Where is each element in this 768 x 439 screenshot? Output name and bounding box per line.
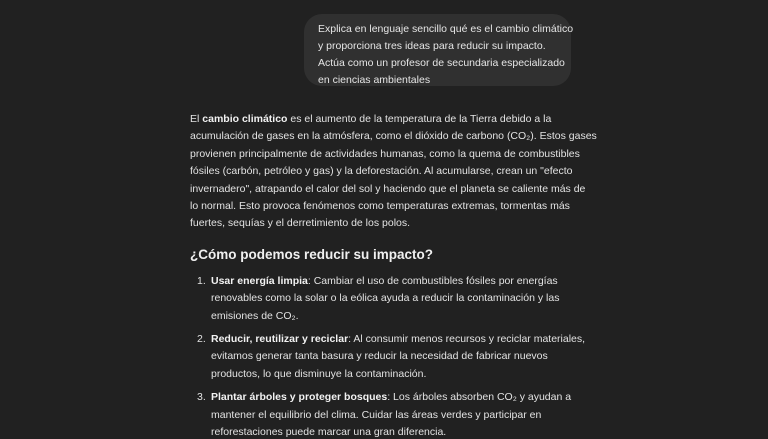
idea-text: : Cambiar el uso de combustibles fósiles por energías [307,274,558,287]
idea-item [190,273,575,325]
idea-line: reforestaciones puede marcar una gran diferencia. [211,426,447,439]
user-message-row [304,14,574,86]
idea-number: 1. [197,274,206,287]
idea-line: renovables como la solar o la eólica ayuda a reducir la contaminación y las [211,292,560,305]
idea-first-line [211,331,586,348]
intro-line: lo normal. Esto provoca fenómenos como temperaturas extremas, tormentas más [190,200,570,213]
intro-line: acumulación de gases en la atmósfera, como el dióxido de carbono (CO₂). Estos gases [190,130,597,143]
intro-paragraph [190,111,597,233]
idea-line: emisiones de CO₂. [211,309,299,322]
intro-line: fuertes, sequías y el derretimiento de los polos. [190,217,411,230]
user-message-line: Actúa como un profesor de secundaria especializado [318,57,565,69]
user-message-line: Explica en lenguaje sencillo qué es el cambio climático [318,23,574,35]
idea-line: mantener el equilibrio del clima. Cuidar las áreas verdes y participar en [211,408,542,421]
user-message-bubble [304,14,574,86]
idea-title: Reducir, reutilizar y reciclar [211,333,349,346]
ideas-list [190,273,586,439]
idea-item [190,389,575,439]
intro-line [190,111,575,128]
idea-number: 2. [197,333,206,346]
idea-number: 3. [197,391,206,404]
user-message-line: y proporciona tres ideas para reducir su impacto. [318,40,546,52]
intro-line: provienen principalmente de actividades humanas, como la quema de combustibles [190,147,580,160]
idea-line: productos, lo que disminuye la contaminación. [211,367,427,380]
intro-line: invernadero", atrapando el calor del sol y haciendo que el planeta se caliente más de [190,182,586,195]
idea-item [190,331,586,383]
bold-term: cambio climático [202,113,288,125]
intro-lead: El [190,113,203,125]
section-heading: ¿Cómo podemos reducir su impacto? [190,246,434,262]
idea-first-line [211,389,575,406]
idea-title: Usar energía limpia [211,274,308,287]
idea-text: : Al consumir menos recursos y reciclar materiales, [348,333,586,346]
idea-first-line [211,273,575,290]
intro-line: fósiles (carbón, petróleo y gas) y la deforestación. Al acumularse, crean un "efecto [190,165,573,178]
intro-line1-rest: es el aumento de la temperatura de la Tierra debido a la [287,113,552,125]
idea-line: evitamos generar tanta basura y reducir la necesidad de fabricar nuevos [211,350,548,363]
assistant-response [190,111,597,439]
idea-text: : Los árboles absorben CO₂ y ayudan a [387,391,572,404]
idea-title: Plantar árboles y proteger bosques [211,391,388,404]
user-message-line: en ciencias ambientales [318,74,431,86]
